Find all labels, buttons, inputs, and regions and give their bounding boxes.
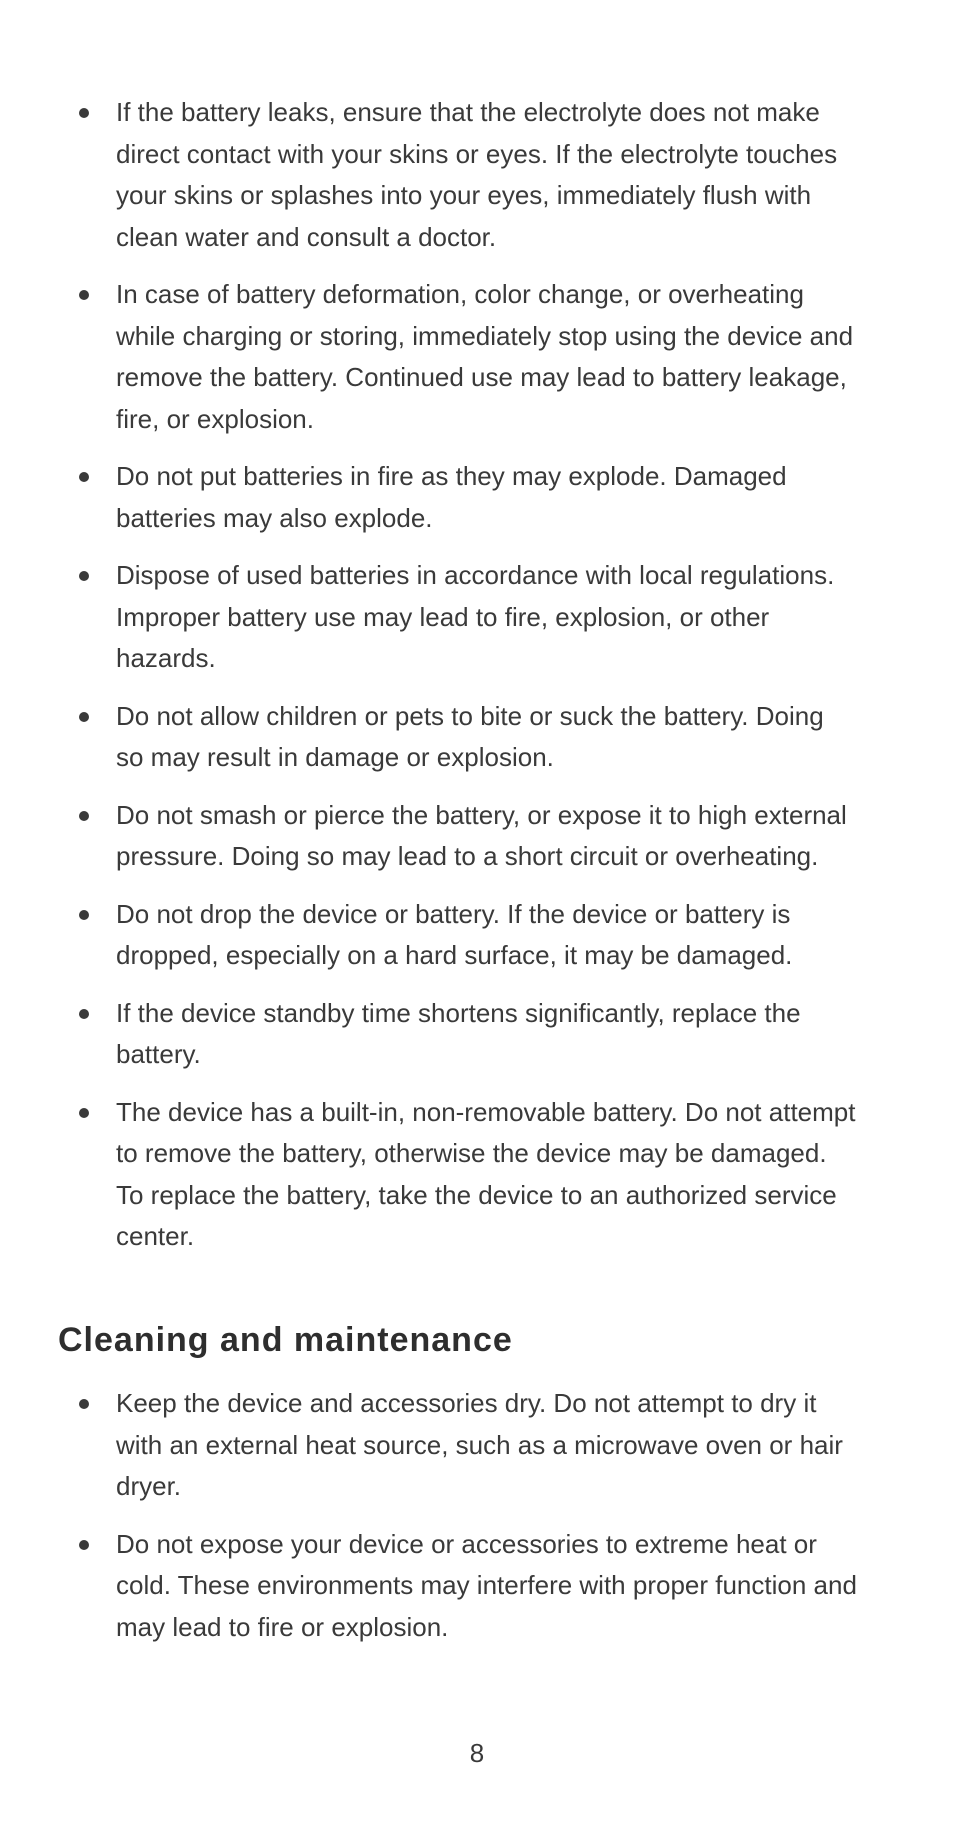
list-item-text: If the device standby time shortens significantly, replace the battery. <box>116 997 801 1069</box>
list-item-text: Do not expose your device or accessories to extreme heat or cold. These environments may interfere with proper function and may lead to fire or explosion. <box>116 1528 857 1642</box>
section-heading: Cleaning and maintenance <box>58 1321 513 1359</box>
list-item-text: Dispose of used batteries in accordance with local regulations. Improper battery use may lead to fire, explosion, or other hazards. <box>116 560 835 673</box>
list-item-text: If the battery leaks, ensure that the electrolyte does not make direct contact with your skins or eyes. If the electrolyte touches your skins or splashes into your eyes, immediately flush with clean water and consult a doctor. <box>116 97 838 252</box>
bullet-icon <box>79 1540 89 1550</box>
bullet-icon <box>79 1108 89 1118</box>
list-item-text: The device has a built-in, non-removable battery. Do not attempt to remove the battery, otherwise the device may be damaged. To replace the battery, take the device to an authorized service center. <box>116 1096 856 1251</box>
bullet-icon <box>79 712 89 722</box>
battery-safety-list <box>0 92 954 1258</box>
list-item <box>0 696 954 779</box>
list-item <box>0 456 954 539</box>
list-item <box>0 555 954 680</box>
list-item <box>0 1092 954 1258</box>
list-item <box>0 894 954 977</box>
bullet-icon <box>79 108 89 118</box>
list-item-text: Do not allow children or pets to bite or suck the battery. Doing so may result in damage or explosion. <box>116 700 824 772</box>
bullet-icon <box>79 571 89 581</box>
list-item <box>0 274 954 440</box>
list-item <box>0 1524 954 1649</box>
bullet-icon <box>79 472 89 482</box>
bullet-icon <box>79 910 89 920</box>
list-item <box>0 993 954 1076</box>
list-item-text: Do not smash or pierce the battery, or expose it to high external pressure. Doing so may lead to a short circuit or overheating. <box>116 799 847 871</box>
list-item-text: Do not put batteries in fire as they may explode. Damaged batteries may also explode. <box>116 461 787 533</box>
cleaning-maintenance-list <box>0 1383 954 1648</box>
page-number: 8 <box>469 1738 485 1768</box>
list-item-text: Keep the device and accessories dry. Do not attempt to dry it with an external heat source, such as a microwave oven or hair dryer. <box>116 1388 843 1501</box>
list-item <box>0 795 954 878</box>
bullet-icon <box>79 290 89 300</box>
list-item-text: In case of battery deformation, color change, or overheating while charging or storing, immediately stop using the device and remove the battery. Continued use may lead to battery leakage, fire, or explosion. <box>116 279 854 434</box>
list-item <box>0 92 954 258</box>
bullet-icon <box>79 811 89 821</box>
bullet-icon <box>79 1009 89 1019</box>
list-item <box>0 1383 954 1508</box>
bullet-icon <box>79 1399 89 1409</box>
list-item-text: Do not drop the device or battery. If the device or battery is dropped, especially on a hard surface, it may be damaged. <box>116 898 793 970</box>
